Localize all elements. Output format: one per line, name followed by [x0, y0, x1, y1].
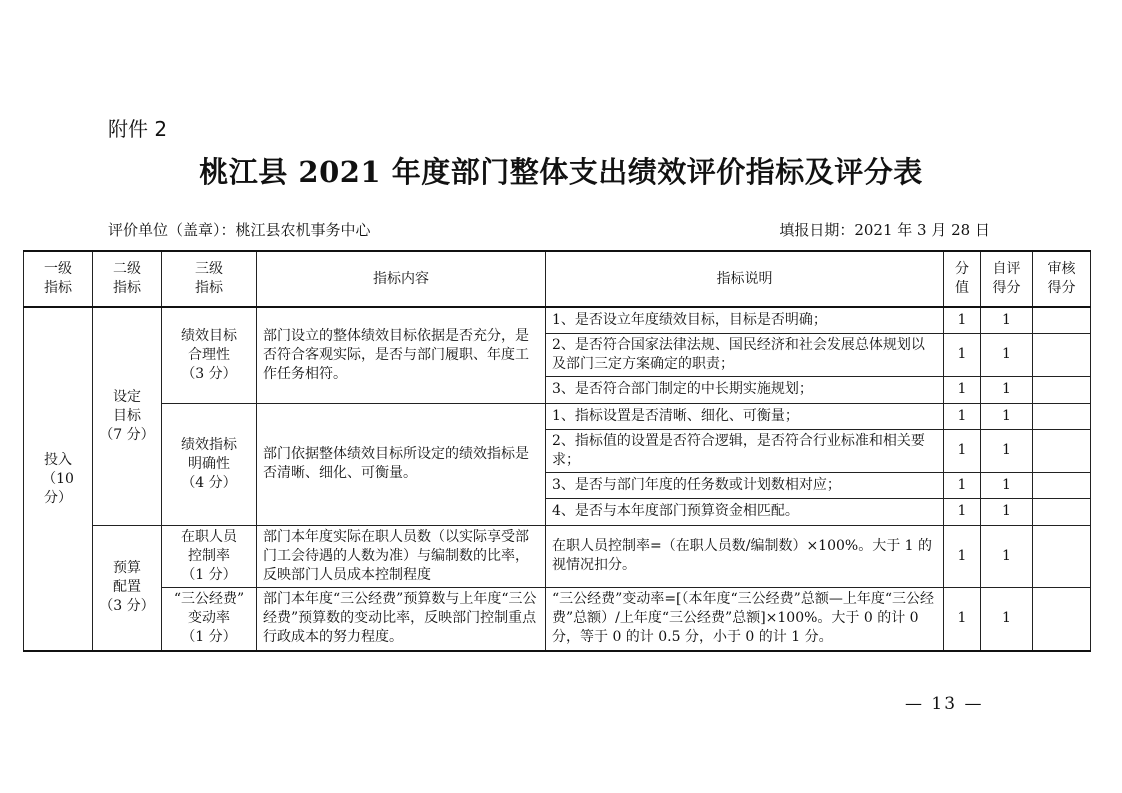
- level3-cell: 绩效目标 合理性 （3 分）: [162, 307, 257, 403]
- audit-score-cell: [1033, 307, 1091, 333]
- audit-score-cell: [1033, 376, 1091, 403]
- annex-label: 附件 2: [108, 117, 168, 141]
- audit-score-cell: [1033, 498, 1091, 525]
- header-description: 指标说明: [546, 251, 944, 307]
- self-score-cell: 1: [981, 403, 1033, 429]
- description-cell: 1、是否设立年度绩效目标，目标是否明确；: [546, 307, 944, 333]
- self-score-cell: 1: [981, 498, 1033, 525]
- description-cell: 3、是否与部门年度的任务数或计划数相对应；: [546, 472, 944, 498]
- self-score-cell: 1: [981, 307, 1033, 333]
- description-cell: 2、指标值的设置是否符合逻辑，是否符合行业标准和相关要求；: [546, 429, 944, 472]
- score-cell: 1: [944, 333, 981, 376]
- score-cell: 1: [944, 403, 981, 429]
- score-cell: 1: [944, 376, 981, 403]
- header-score: 分 值: [944, 251, 981, 307]
- table-row: [24, 403, 1091, 429]
- level2-cell: 设定 目标 （7 分）: [93, 307, 162, 525]
- self-score-cell: 1: [981, 376, 1033, 403]
- score-cell: 1: [944, 472, 981, 498]
- self-score-cell: 1: [981, 525, 1033, 587]
- audit-score-cell: [1033, 472, 1091, 498]
- fill-date: 填报日期：2021 年 3 月 28 日: [779, 221, 990, 239]
- score-cell: 1: [944, 307, 981, 333]
- header-level1: 一级 指标: [24, 251, 93, 307]
- content-cell: 部门本年度实际在职人员数（以实际享受部门工会待遇的人数为准）与编制数的比率，反映部门人员成本控制程度: [257, 525, 546, 587]
- audit-score-cell: [1033, 429, 1091, 472]
- level3-cell: 绩效指标 明确性 （4 分）: [162, 403, 257, 525]
- description-cell: 1、指标设置是否清晰、细化、可衡量；: [546, 403, 944, 429]
- self-score-cell: 1: [981, 472, 1033, 498]
- level2-cell: 预算 配置 （3 分）: [93, 525, 162, 651]
- level3-cell: 在职人员 控制率 （1 分）: [162, 525, 257, 587]
- header-audit-score: 审核 得分: [1033, 251, 1091, 307]
- score-cell: 1: [944, 587, 981, 651]
- content-cell: 部门设立的整体绩效目标依据是否充分，是否符合客观实际，是否与部门履职、年度工作任务相符。: [257, 307, 546, 403]
- score-cell: 1: [944, 429, 981, 472]
- self-score-cell: 1: [981, 333, 1033, 376]
- content-cell: 部门依据整体绩效目标所设定的绩效指标是否清晰、细化、可衡量。: [257, 403, 546, 525]
- level1-cell: 投入 （10 分）: [24, 307, 93, 651]
- score-cell: 1: [944, 498, 981, 525]
- header-row: [24, 251, 1091, 307]
- self-score-cell: 1: [981, 587, 1033, 651]
- table-row: [24, 307, 1091, 333]
- description-cell: 在职人员控制率=（在职人员数/编制数）×100%。大于 1 的视情况扣分。: [546, 525, 944, 587]
- audit-score-cell: [1033, 403, 1091, 429]
- header-content: 指标内容: [257, 251, 546, 307]
- evaluation-table: [23, 250, 1091, 652]
- description-cell: 2、是否符合国家法律法规、国民经济和社会发展总体规划以及部门三定方案确定的职责；: [546, 333, 944, 376]
- table-row: [24, 525, 1091, 587]
- description-cell: 4、是否与本年度部门预算资金相匹配。: [546, 498, 944, 525]
- page-number: — 13 —: [905, 694, 984, 714]
- audit-score-cell: [1033, 333, 1091, 376]
- self-score-cell: 1: [981, 429, 1033, 472]
- table-row: [24, 587, 1091, 651]
- header-level2: 二级 指标: [93, 251, 162, 307]
- header-level3: 三级 指标: [162, 251, 257, 307]
- page-title: 桃江县 2021 年度部门整体支出绩效评价指标及评分表: [199, 155, 923, 189]
- evaluator-unit: 评价单位（盖章）：桃江县农机事务中心: [108, 221, 371, 239]
- content-cell: 部门本年度“三公经费”预算数与上年度“三公经费”预算数的变动比率，反映部门控制重点行政成本的努力程度。: [257, 587, 546, 651]
- header-self-score: 自评 得分: [981, 251, 1033, 307]
- description-cell: “三公经费”变动率=[（本年度“三公经费”总额—上年度“三公经费”总额）/上年度“三公经费”总额]×100%。大于 0 的计 0 分，等于 0 的计 0.5 分，小于 0 的计 1 分。: [546, 587, 944, 651]
- level3-cell: “三公经费” 变动率 （1 分）: [162, 587, 257, 651]
- audit-score-cell: [1033, 525, 1091, 587]
- description-cell: 3、是否符合部门制定的中长期实施规划；: [546, 376, 944, 403]
- score-cell: 1: [944, 525, 981, 587]
- audit-score-cell: [1033, 587, 1091, 651]
